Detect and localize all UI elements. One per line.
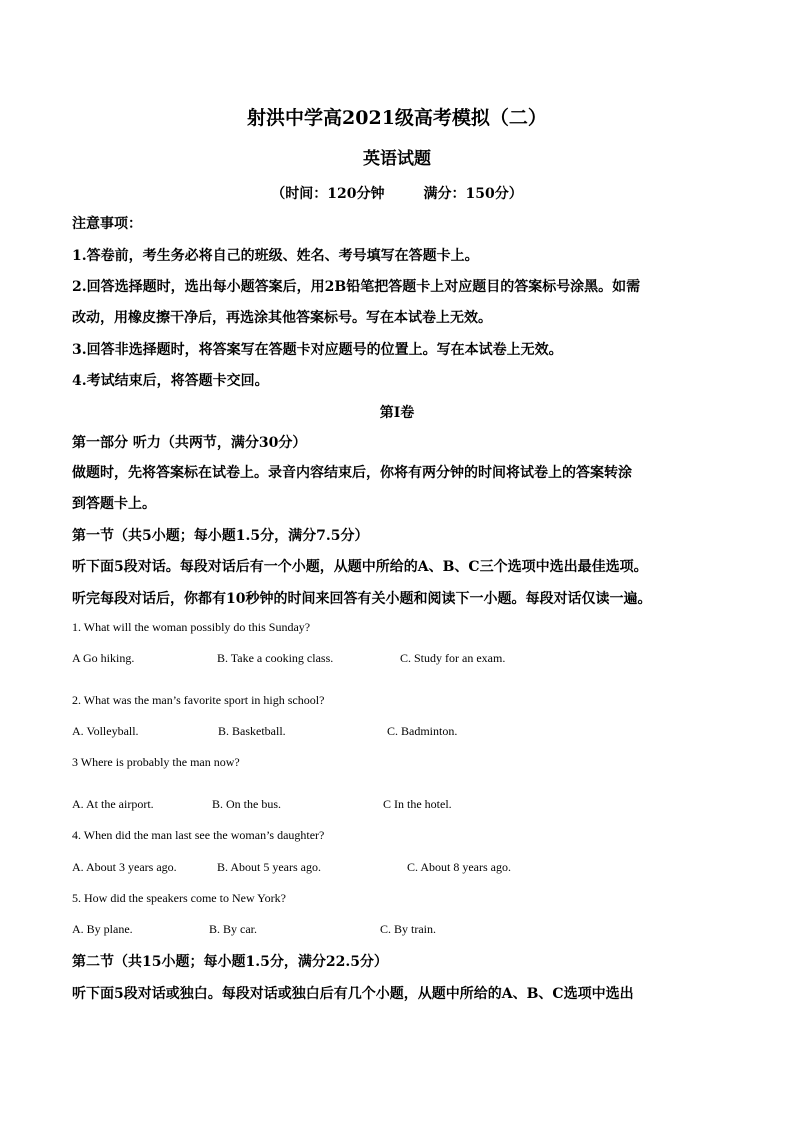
- exam-title: 射洪中学高2021级高考模拟（二）: [247, 107, 547, 129]
- section2-instruction: 听下面5段对话或独白。每段对话或独白后有几个小题，从题中所给的A、B、C选项中选出: [72, 986, 634, 1002]
- question-text: 1. What will the woman possibly do this Sunday?: [72, 620, 311, 634]
- option-c: C. Badminton.: [387, 724, 458, 738]
- option-c: C. About 8 years ago.: [407, 860, 511, 874]
- exam-time-score: （时间：120分钟 满分：150分）: [271, 186, 523, 202]
- notice-heading: 注意事项：: [72, 216, 142, 232]
- question-text: 2. What was the man’s favorite sport in high school?: [72, 693, 325, 707]
- option-b: B. About 5 years ago.: [217, 860, 321, 874]
- part1-instruction: 到答题卡上。: [72, 496, 156, 512]
- section1-instruction: 听下面5段对话。每段对话后有一个小题，从题中所给的A、B、C三个选项中选出最佳选项。: [72, 559, 648, 575]
- question-text: 4. When did the man last see the woman’s daughter?: [72, 828, 325, 842]
- notice-item: 1.答卷前，考生务必将自己的班级、姓名、考号填写在答题卡上。: [72, 248, 479, 264]
- part1-instruction: 做题时，先将答案标在试卷上。录音内容结束后，你将有两分钟的时间将试卷上的答案转涂: [72, 465, 632, 481]
- notice-item: 改动，用橡皮擦干净后，再选涂其他答案标号。写在本试卷上无效。: [72, 310, 492, 326]
- option-c: C. Study for an exam.: [400, 651, 506, 665]
- exam-subject: 英语试题: [363, 149, 431, 169]
- option-a: A. By plane.: [72, 922, 133, 936]
- option-a: A. About 3 years ago.: [72, 860, 177, 874]
- option-b: B. On the bus.: [212, 797, 281, 811]
- option-a: A Go hiking.: [72, 651, 135, 665]
- option-a: A. Volleyball.: [72, 724, 139, 738]
- section2-heading: 第二节（共15小题；每小题1.5分，满分22.5分）: [72, 954, 388, 970]
- notice-item: 3.回答非选择题时，将答案写在答题卡对应题号的位置上。写在本试卷上无效。: [72, 342, 563, 358]
- option-b: B. By car.: [209, 922, 257, 936]
- notice-item: 4.考试结束后，将答题卡交回。: [72, 373, 269, 389]
- section1-heading: 第一节（共5小题；每小题1.5分，满分7.5分）: [72, 528, 369, 544]
- option-b: B. Basketball.: [218, 724, 286, 738]
- section1-instruction: 听完每段对话后，你都有10秒钟的时间来回答有关小题和阅读下一小题。每段对话仅读一遍。: [72, 591, 652, 607]
- option-a: A. At the airport.: [72, 797, 154, 811]
- question-text: 3 Where is probably the man now?: [72, 755, 240, 769]
- option-b: B. Take a cooking class.: [217, 651, 334, 665]
- part1-heading: 第一部分 听力（共两节，满分30分）: [72, 435, 307, 451]
- option-c: C. By train.: [380, 922, 436, 936]
- option-c: C In the hotel.: [383, 797, 452, 811]
- notice-item: 2.回答选择题时，选出每小题答案后，用2B铅笔把答题卡上对应题目的答案标号涂黑。如需: [72, 279, 641, 295]
- question-text: 5. How did the speakers come to New York?: [72, 891, 286, 905]
- volume-label: 第I卷: [379, 405, 415, 421]
